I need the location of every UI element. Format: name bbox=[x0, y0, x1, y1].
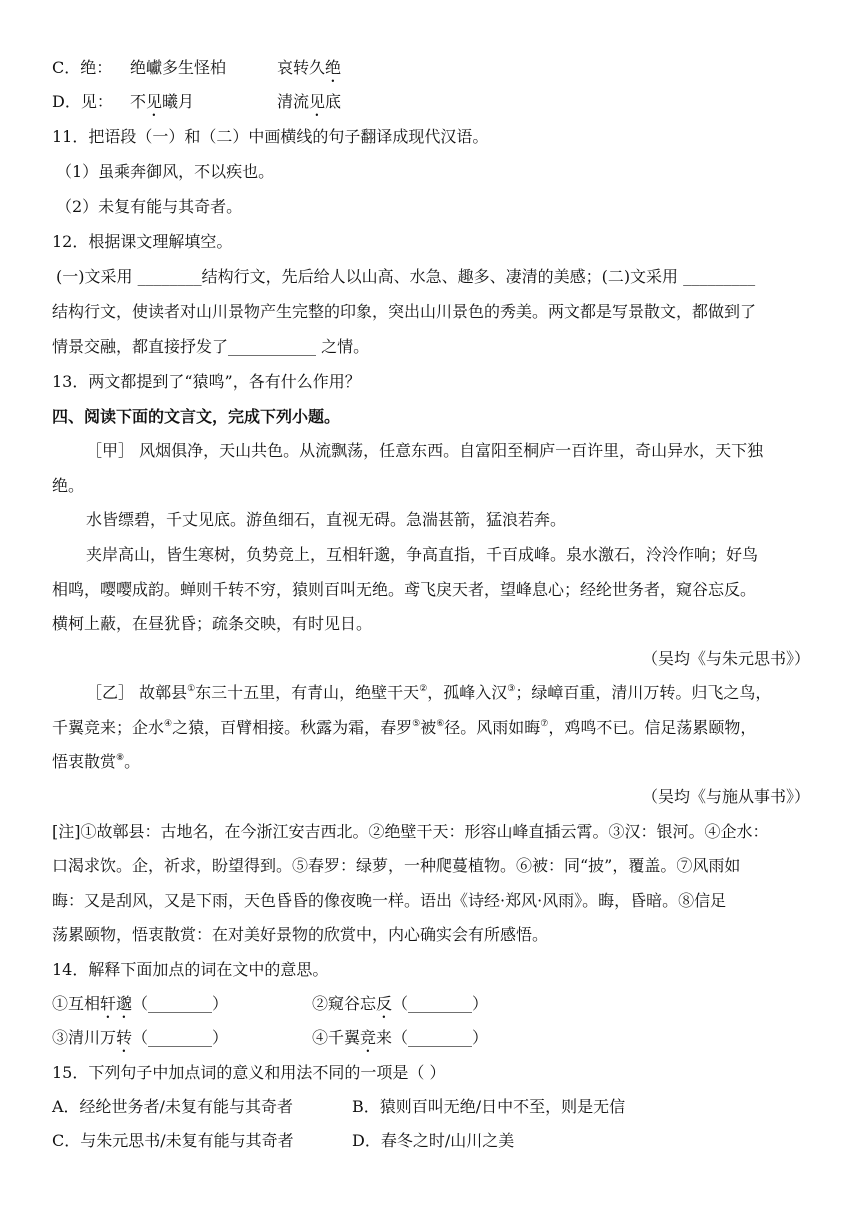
q14-item-1 bbox=[52, 994, 228, 1022]
q14-answer-blank: （________） bbox=[132, 994, 229, 1013]
q12-title: 12．根据课文理解填空。 bbox=[52, 232, 233, 251]
notes-line-1: [注]①故鄣县：古地名，在今浙江安吉西北。②绝壁干天：形容山峰直插云霄。③汉：银河。④企水： bbox=[52, 822, 769, 841]
yi-text: 。 bbox=[124, 752, 141, 771]
q12-line-2: 结构行文，使读者对山川景物产生完整的印象，突出山川景色的秀美。两文都是写景散文，都做到了 bbox=[52, 302, 757, 321]
option-d-phrase-a: 不见曦月 bbox=[130, 92, 195, 111]
yi-line-3 bbox=[52, 752, 140, 772]
yi-line-1 bbox=[86, 683, 771, 703]
q14-item-text: ③清川万 bbox=[52, 1028, 117, 1047]
note-ref: ③ bbox=[507, 684, 516, 694]
option-c-phrase-a: 绝巘多生怪柏 bbox=[130, 58, 227, 77]
q12-line-3: 情景交融，都直接抒发了___________ 之情。 bbox=[52, 337, 370, 356]
q14-title: 14．解释下面加点的词在文中的意思。 bbox=[52, 960, 329, 979]
q13-title: 13．两文都提到了“猿鸣”，各有什么作用？ bbox=[52, 372, 361, 391]
yi-text: ，鸡鸣不已。信足荡累颐物， bbox=[548, 718, 757, 737]
q14-item-text: ④千翼 bbox=[312, 1028, 361, 1047]
note-ref: ① bbox=[187, 684, 196, 694]
q14-item-text: ②窥谷忘 bbox=[312, 994, 377, 1013]
yi-text: 径。风雨如晦 bbox=[444, 718, 541, 737]
option-c-label: C．绝： bbox=[52, 58, 113, 77]
q15-option-d: D．春冬之时/山川之美 bbox=[352, 1131, 515, 1150]
q11-sentence-2: （2）未复有能与其奇者。 bbox=[56, 197, 243, 216]
q11-title: 11．把语段（一）和（二）中画横线的句子翻译成现代汉语。 bbox=[52, 127, 489, 146]
q14-item-4 bbox=[312, 1028, 488, 1056]
jia-line-5: 相鸣，嘤嘤成韵。蝉则千转不穷，猿则百叫无绝。鸢飞戾天者，望峰息心；经纶世务者，窥谷忘反。 bbox=[52, 580, 757, 599]
q14-answer-blank: （________） bbox=[392, 994, 489, 1013]
yi-text: ，孤峰入汉 bbox=[427, 683, 508, 702]
notes-line-2: 口渴求饮。企，祈求，盼望得到。⑤春罗：绿萝，一种爬蔓植物。⑥被：同“披”，覆盖。⑦风雨如 bbox=[52, 856, 741, 875]
jia-line-2: 绝。 bbox=[52, 476, 85, 495]
note-ref: ④ bbox=[164, 719, 173, 729]
section4-title: 四、阅读下面的文言文，完成下列小题。 bbox=[52, 407, 341, 426]
jia-line-1: ［甲］ 风烟俱净，天山共色。从流飘荡，任意东西。自富阳至桐庐一百许里，奇山异水，天下独 bbox=[86, 441, 764, 460]
q11-sentence-1: （1）虽乘奔御风，不以疾也。 bbox=[56, 162, 275, 181]
option-c-phrase-b: 哀转久绝 bbox=[277, 58, 342, 77]
jia-line-6: 横柯上蔽，在昼犹昏；疏条交映，有时见日。 bbox=[52, 614, 373, 633]
option-d-line bbox=[52, 92, 113, 112]
yi-line-2 bbox=[52, 718, 756, 738]
yi-text: 之猿，百臂相接。秋露为霜，春罗 bbox=[172, 718, 413, 737]
yi-text: ；绿嶂百重，清川万转。归飞之鸟， bbox=[515, 683, 772, 702]
jia-line-3: 水皆缥碧，千丈见底。游鱼细石，直视无碍。急湍甚箭，猛浪若奔。 bbox=[86, 510, 567, 529]
notes-line-3: 晦：又是刮风，又是下雨，天色昏昏的像夜晚一样。语出《诗经·郑风·风雨》。晦，昏暗。⑧信足 bbox=[52, 891, 727, 910]
note-ref: ② bbox=[419, 684, 428, 694]
q12-line-1: (一)文采用 ________结构行文，先后给人以山高、水急、趣多、凄清的美感；(二)文采用 _________ bbox=[56, 267, 756, 286]
note-ref: ⑦ bbox=[540, 719, 549, 729]
jia-line-4: 夹岸高山，皆生寒树，负势竞上，互相轩邈，争高直指，千百成峰。泉水激石，泠泠作响；好鸟 bbox=[86, 545, 759, 564]
option-d-label: D．见： bbox=[52, 92, 113, 111]
yi-text: 悟衷散赏 bbox=[52, 752, 117, 771]
option-c-line bbox=[52, 58, 112, 78]
note-ref: ⑧ bbox=[116, 753, 125, 763]
yi-text: ［乙］ 故鄣县 bbox=[86, 683, 188, 702]
q15-option-c: C．与朱元思书/未复有能与其奇者 bbox=[52, 1131, 294, 1150]
q14-dotted-word: 反 bbox=[376, 994, 393, 1013]
yi-text: 千翼竞来；企水 bbox=[52, 718, 165, 737]
q15-title: 15．下列句子中加点词的意义和用法不同的一项是（ ） bbox=[52, 1063, 446, 1082]
q14-dotted-word: 轩邈 bbox=[100, 994, 133, 1013]
yi-source: （吴均《与施从事书》） bbox=[641, 787, 810, 806]
note-ref: ⑥ bbox=[436, 719, 445, 729]
q15-option-b: B．猿则百叫无绝/日中不至，则是无信 bbox=[352, 1097, 626, 1116]
notes-line-4: 荡累颐物，悟衷散赏：在对美好景物的欣赏中，内心确实会有所感悟。 bbox=[52, 925, 549, 944]
yi-text: 东三十五里，有青山，绝壁干天 bbox=[195, 683, 420, 702]
jia-source: （吴均《与朱元思书》） bbox=[641, 649, 810, 668]
note-ref: ⑤ bbox=[412, 719, 421, 729]
q14-dotted-word: 竞 bbox=[360, 1028, 377, 1047]
q14-answer-blank: 来（________） bbox=[376, 1028, 489, 1047]
yi-text: 被 bbox=[420, 718, 437, 737]
q15-option-a: A．经纶世务者/未复有能与其奇者 bbox=[52, 1097, 293, 1116]
q14-item-2 bbox=[312, 994, 488, 1022]
q14-item-text: ①互相 bbox=[52, 994, 101, 1013]
q14-item-3 bbox=[52, 1028, 228, 1056]
option-d-phrase-b: 清流见底 bbox=[277, 92, 342, 111]
q14-answer-blank: （________） bbox=[132, 1028, 229, 1047]
q14-dotted-word: 转 bbox=[116, 1028, 133, 1047]
